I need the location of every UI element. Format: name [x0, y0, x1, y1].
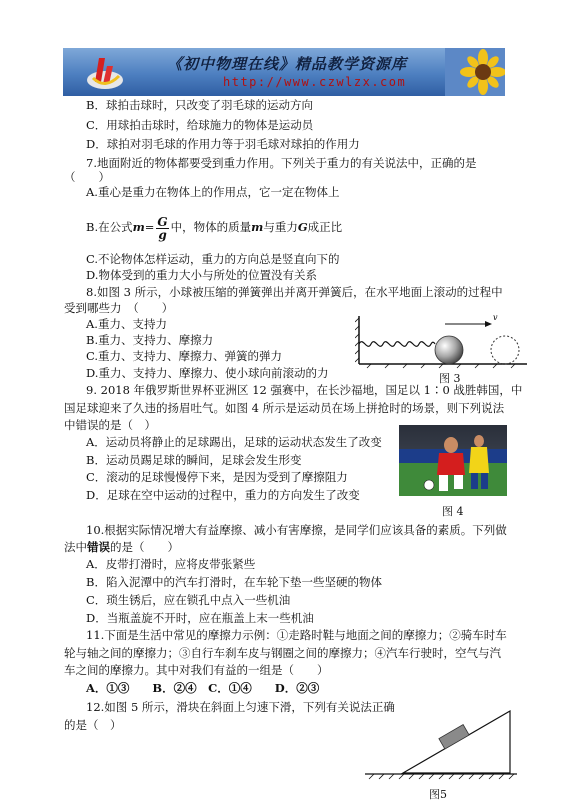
figure-3-caption: 图 3: [439, 372, 461, 385]
q8-option-b: B.重力、支持力、摩擦力: [86, 333, 214, 347]
gravity-symbol: G: [297, 220, 308, 234]
figure-5-incline: [365, 696, 520, 781]
q9-option-d: D．足球在空中运动的过程中，重力的方向发生了改变: [86, 488, 360, 502]
logo-icon: [85, 54, 125, 92]
q10-stem-line1: 10.根据实际情况增大有益摩擦、减小有害摩擦，是同学们应该具备的素质。下列做: [86, 523, 507, 537]
sunflower-icon: [445, 48, 505, 96]
mass-symbol: m: [251, 220, 264, 234]
fraction-numerator: G: [157, 214, 168, 229]
figure-3-spring-ball: [355, 312, 530, 370]
q9-option-b: B．运动员踢足球的瞬间，足球会发生形变: [86, 453, 302, 467]
q11-stem-line1: 11.下面是生活中常见的摩擦力示例：①走路时鞋与地面之间的摩擦力；②骑车时车: [86, 628, 507, 642]
q7-option-b-suffix: 成正比: [307, 220, 343, 234]
q10-stem-line2: [64, 540, 179, 554]
q9-option-c: C．滚动的足球慢慢停下来，是因为受到了摩擦阻力: [86, 470, 348, 484]
q10-stem-suffix: 的是（ ）: [110, 540, 179, 554]
header-banner: [63, 48, 505, 96]
q10-option-b: B．陷入泥潭中的汽车打滑时，在车轮下垫一些坚硬的物体: [86, 575, 382, 589]
q7-option-b-prefix: B.在公式: [86, 220, 133, 234]
figure-4-caption: 图 4: [442, 505, 464, 518]
q9-option-a: A．运动员将静止的足球踢出，足球的运动状态发生了改变: [86, 435, 382, 449]
formula-equals: =: [144, 220, 155, 234]
figure-5-caption: 图5: [429, 788, 447, 801]
banner-title: 《初中物理在线》精品教学资源库: [167, 55, 408, 73]
fraction-denominator: g: [158, 227, 167, 242]
q7-option-c: C.不论物体怎样运动，重力的方向总是竖直向下的: [86, 252, 340, 266]
q9-stem-line3: 中错误的是（ ）: [64, 418, 156, 432]
q7-stem-line1: 7.地面附近的物体都要受到重力作用。下列关于重力的有关说法中，正确的是: [86, 156, 477, 170]
velocity-label: v: [493, 313, 498, 322]
q10-option-c: C．琐生锈后，应在锁孔中点入一些机油: [86, 593, 291, 607]
q10-stem-emphasis: 错误: [87, 540, 110, 554]
q8-option-c: C.重力、支持力、摩擦力、弹簧的弹力: [86, 349, 283, 363]
q7-option-b: [86, 213, 342, 243]
q11-stem-line2: 轮与轴之间的摩擦力；③自行车刹车皮与钢圈之间的摩擦力；④汽车行驶时，空气与汽: [64, 646, 501, 660]
q10-stem-prefix: 法中: [64, 540, 87, 554]
q12-stem-line1: 12.如图 5 所示，滑块在斜面上匀速下滑，下列有关说法正确: [86, 700, 395, 714]
q7-stem-line2: （ ）: [64, 170, 110, 184]
q10-option-d: D．当瓶盖旋不开时，应在瓶盖上末一些机油: [86, 611, 314, 625]
q6-option-c: C．用球拍击球时，给球施力的物体是运动员: [86, 118, 314, 132]
q8-option-d: D.重力、支持力、摩擦力、使小球向前滚动的力: [86, 366, 329, 380]
q12-stem-line2: 的是（ ）: [64, 718, 122, 732]
q11-options: A．①③ B．②④ C．①④ D．②③: [86, 681, 320, 695]
banner-url: http://www.czwlzx.com: [223, 75, 407, 89]
q8-stem-line1: 8.如图 3 所示，小球被压缩的弹簧弹出并离开弹簧后，在水平地面上滚动的过程中: [86, 285, 503, 299]
q7-option-a: A.重心是重力在物体上的作用点，它一定在物体上: [86, 185, 340, 199]
q10-option-a: A．皮带打滑时，应将皮带张紧些: [86, 557, 256, 571]
q6-option-d: D．球拍对羽毛球的作用力等于羽毛球对球拍的作用力: [86, 137, 360, 151]
q8-option-a: A.重力、支持力: [86, 317, 167, 331]
figure-4-football-photo: [399, 425, 507, 496]
q9-stem-line2: 国足球迎来了久违的扬眉吐气。如图 4 所示是运动员在场上拼抢时的场景，则下列说法: [64, 401, 505, 415]
q7-option-b-middle: 中，物体的质量: [170, 220, 252, 234]
formula-fraction: [156, 216, 168, 241]
q6-option-b: B．球拍击球时，只改变了羽毛球的运动方向: [86, 98, 313, 112]
q11-stem-line3: 车之间的摩擦力。其中对我们有益的一组是（ ）: [64, 663, 329, 677]
q9-stem-line1: 9. 2018 年俄罗斯世界杯亚洲区 12 强赛中，在长沙福地，国足以 1∶0 战胜韩国，中: [86, 383, 523, 397]
q8-stem-line2: 受到哪些力 （ ）: [64, 301, 174, 315]
q7-option-b-middle2: 与重力: [263, 220, 298, 234]
q7-option-d: D.物体受到的重力大小与所处的位置没有关系: [86, 268, 317, 282]
formula-mass: m: [132, 220, 145, 234]
